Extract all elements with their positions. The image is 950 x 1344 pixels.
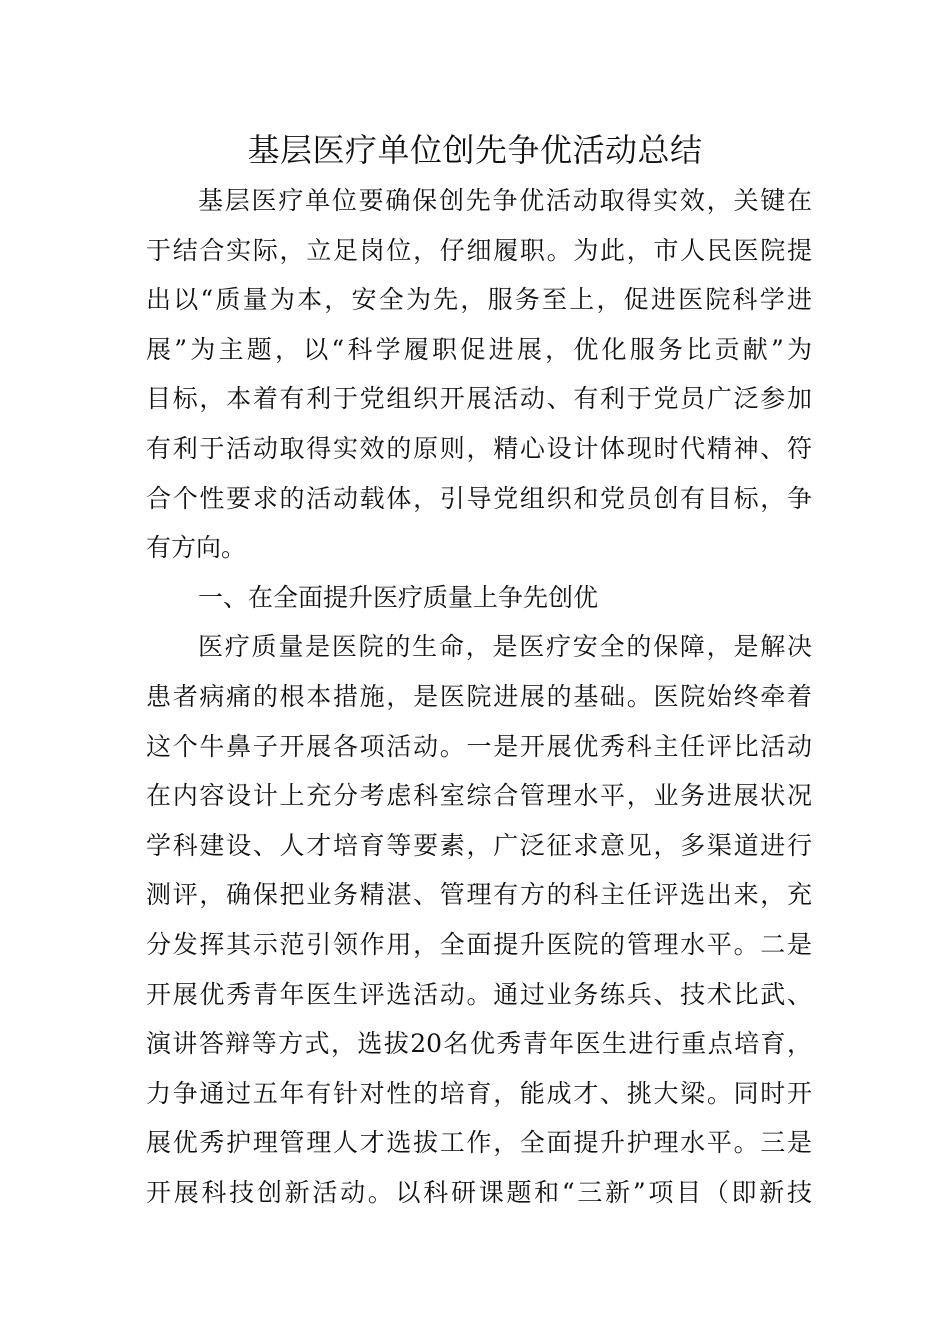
text-line: 开展科技创新活动。以科研课题和“三新”项目（即新技 bbox=[146, 1177, 812, 1207]
text-line: 基层医疗单位要确保创先争优活动取得实效，关键在 bbox=[198, 186, 812, 215]
text-line: 一、在全面提升医疗质量上争先创优 bbox=[198, 582, 599, 612]
document-title: 基层医疗单位创先争优活动总结 bbox=[247, 131, 703, 169]
text-line: 合个性要求的活动载体，引导党组织和党员创有目标，争 bbox=[146, 483, 812, 513]
document-body bbox=[146, 176, 812, 1217]
text-line: 开展优秀青年医生评选活动。通过业务练兵、技术比武、 bbox=[146, 979, 812, 1009]
text-line: 于结合实际，立足岗位，仔细履职。为此，市人民医院提 bbox=[146, 235, 812, 265]
text-line: 患者病痛的根本措施，是医院进展的基础。医院始终牵着 bbox=[146, 681, 812, 711]
text-line: 展优秀护理管理人才选拔工作，全面提升护理水平。三是 bbox=[146, 1128, 812, 1158]
text-line: 展”为主题，以“科学履职促进展，优化服务比贡献”为 bbox=[146, 334, 812, 364]
text-line: 在内容设计上充分考虑科室综合管理水平，业务进展状况 bbox=[146, 781, 812, 811]
text-line: 测评，确保把业务精湛、管理有方的科主任评选出来，充 bbox=[146, 880, 812, 910]
text-line: 医疗质量是医院的生命，是医疗安全的保障，是解决 bbox=[198, 632, 812, 662]
text-line: 分发挥其示范引领作用，全面提升医院的管理水平。二是 bbox=[146, 929, 812, 959]
text-line: 出以“质量为本，安全为先，服务至上，促进医院科学进 bbox=[146, 285, 812, 315]
text-line: 力争通过五年有针对性的培育，能成才、挑大梁。同时开 bbox=[146, 1078, 812, 1108]
text-line: 学科建设、人才培育等要素，广泛征求意见，多渠道进行 bbox=[146, 830, 812, 860]
text-line: 有利于活动取得实效的原则，精心设计体现时代精神、符 bbox=[146, 433, 812, 463]
text-line: 这个牛鼻子开展各项活动。一是开展优秀科主任评比活动 bbox=[146, 731, 812, 761]
text-line: 有方向。 bbox=[146, 533, 247, 563]
text-line: 演讲答辩等方式，选拔20名优秀青年医生进行重点培育， bbox=[146, 1029, 812, 1059]
text-line: 目标，本着有利于党组织开展活动、有利于党员广泛参加 bbox=[146, 384, 812, 414]
